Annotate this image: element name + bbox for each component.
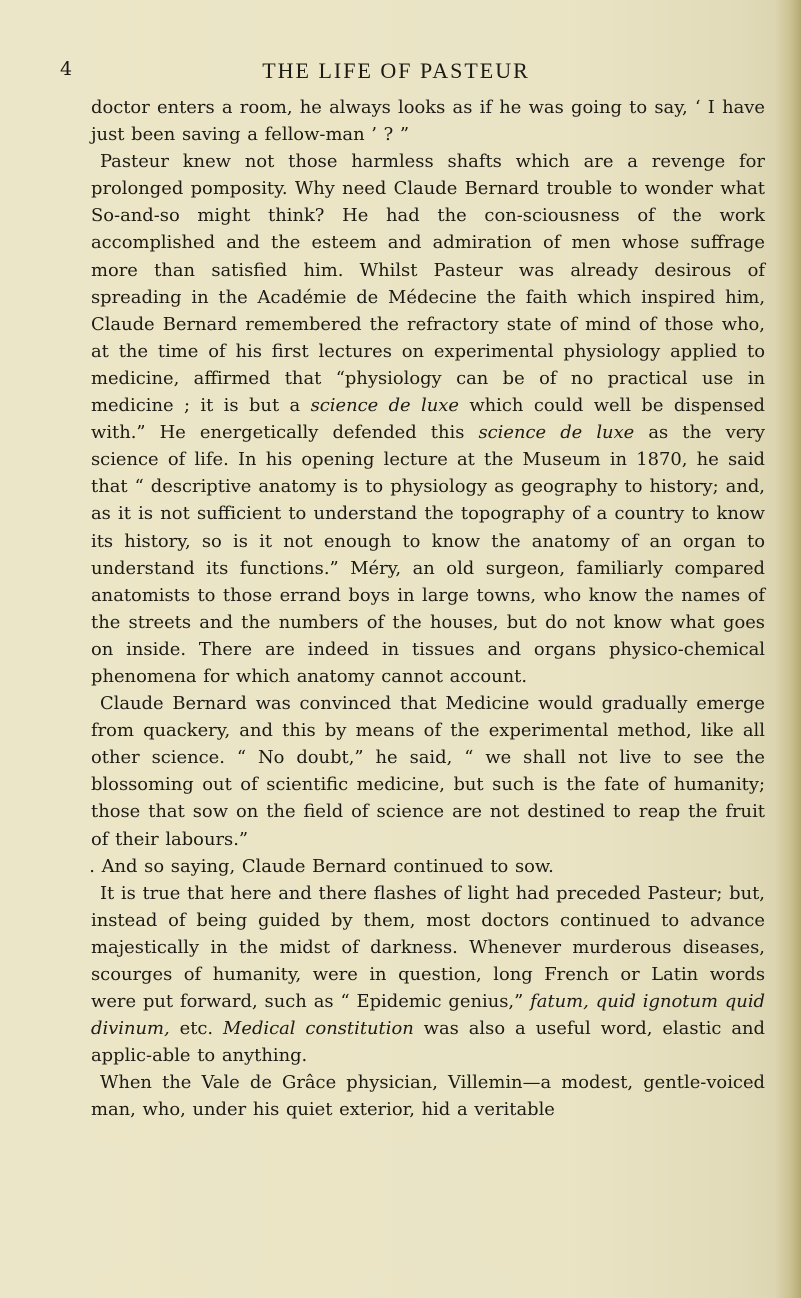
text-segment: . And so saying, Claude Bernard continued to sow. — [89, 855, 554, 877]
paragraph — [80, 853, 765, 880]
text-segment: which could well be dispensed with.” He energetically defended this — [91, 395, 765, 444]
page-edge-shadow — [775, 0, 801, 1298]
body-text — [91, 94, 765, 1124]
text-segment: Claude Bernard was convinced that Medicine would gradually emerge from quackery, and this by means of the experimental method, like all other science. “ No doubt,” he said, “ we shall not live to see the blossoming out of scientific medicine, but such is the fate of humanity; those that sow on the field of science are not destined to reap the fruit of their labours.” — [91, 693, 765, 850]
running-title: THE LIFE OF PASTEUR — [262, 58, 530, 83]
italic-text: science de luxe — [310, 395, 459, 417]
italic-text: science de luxe — [478, 422, 635, 444]
text-segment: Pasteur knew not those harmless shafts which are a revenge for prolonged pomposity. Why need Claude Bernard trouble to wonder what So-and-so might think? He had the con-sciousness of the work accomplished and the esteem and admiration of men whose suffrage more than satisfied him. Whilst Pasteur was already desirous of spreading in the Académie de Médecine the faith which inspired him, Claude Bernard remembered the refractory state of mind of those who, at the time of his first lectures on experimental physiology applied to medicine, affirmed that “physiology can be of no practical use in medicine ; it is but a — [91, 151, 765, 417]
paragraph — [91, 148, 765, 690]
page-header — [60, 58, 732, 88]
italic-text: Medical constitution — [223, 1018, 414, 1040]
text-segment: doctor enters a room, he always looks as if he was going to say, ‘ I have just been saving a fellow-man ’ ? ” — [91, 97, 765, 146]
text-segment: It is true that here and there flashes of light had preceded Pasteur; but, instead of being guided by them, most doctors continued to advance majestically in the midst of darkness. Whenever murderous diseases, scourges of humanity, were in question, long French or Latin words were put forward, such as “ Epidemic genius,” — [91, 882, 765, 1013]
paragraph — [91, 94, 765, 148]
text-segment: etc. — [169, 1018, 224, 1040]
paragraph — [91, 1069, 765, 1123]
text-segment: as the very science of life. In his opening lecture at the Museum in 1870, he said that “ descriptive anatomy is to physiology as geography to history; and, as it is not sufficient to understand the topography of a country to know its history, so is it not enough to know the anatomy of an organ to understand its functions.” Méry, an old surgeon, familiarly compared anatomists to those errand boys in large towns, who know the names of the streets and the numbers of the houses, but do not know what goes on inside. There are indeed in tissues and organs physico-chemical phenomena for which anatomy cannot account. — [91, 422, 765, 687]
text-segment: was also a useful word, elastic and applic-able to anything. — [91, 1018, 766, 1067]
paragraph — [91, 690, 765, 853]
italic-text: fatum, quid ignotum quid divinum, — [91, 991, 766, 1040]
text-segment: When the Vale de Grâce physician, Villemin—a modest, gentle-voiced man, who, under his quiet exterior, hid a veritable — [91, 1072, 765, 1121]
page-number: 4 — [60, 58, 74, 80]
paragraph — [91, 880, 765, 1070]
